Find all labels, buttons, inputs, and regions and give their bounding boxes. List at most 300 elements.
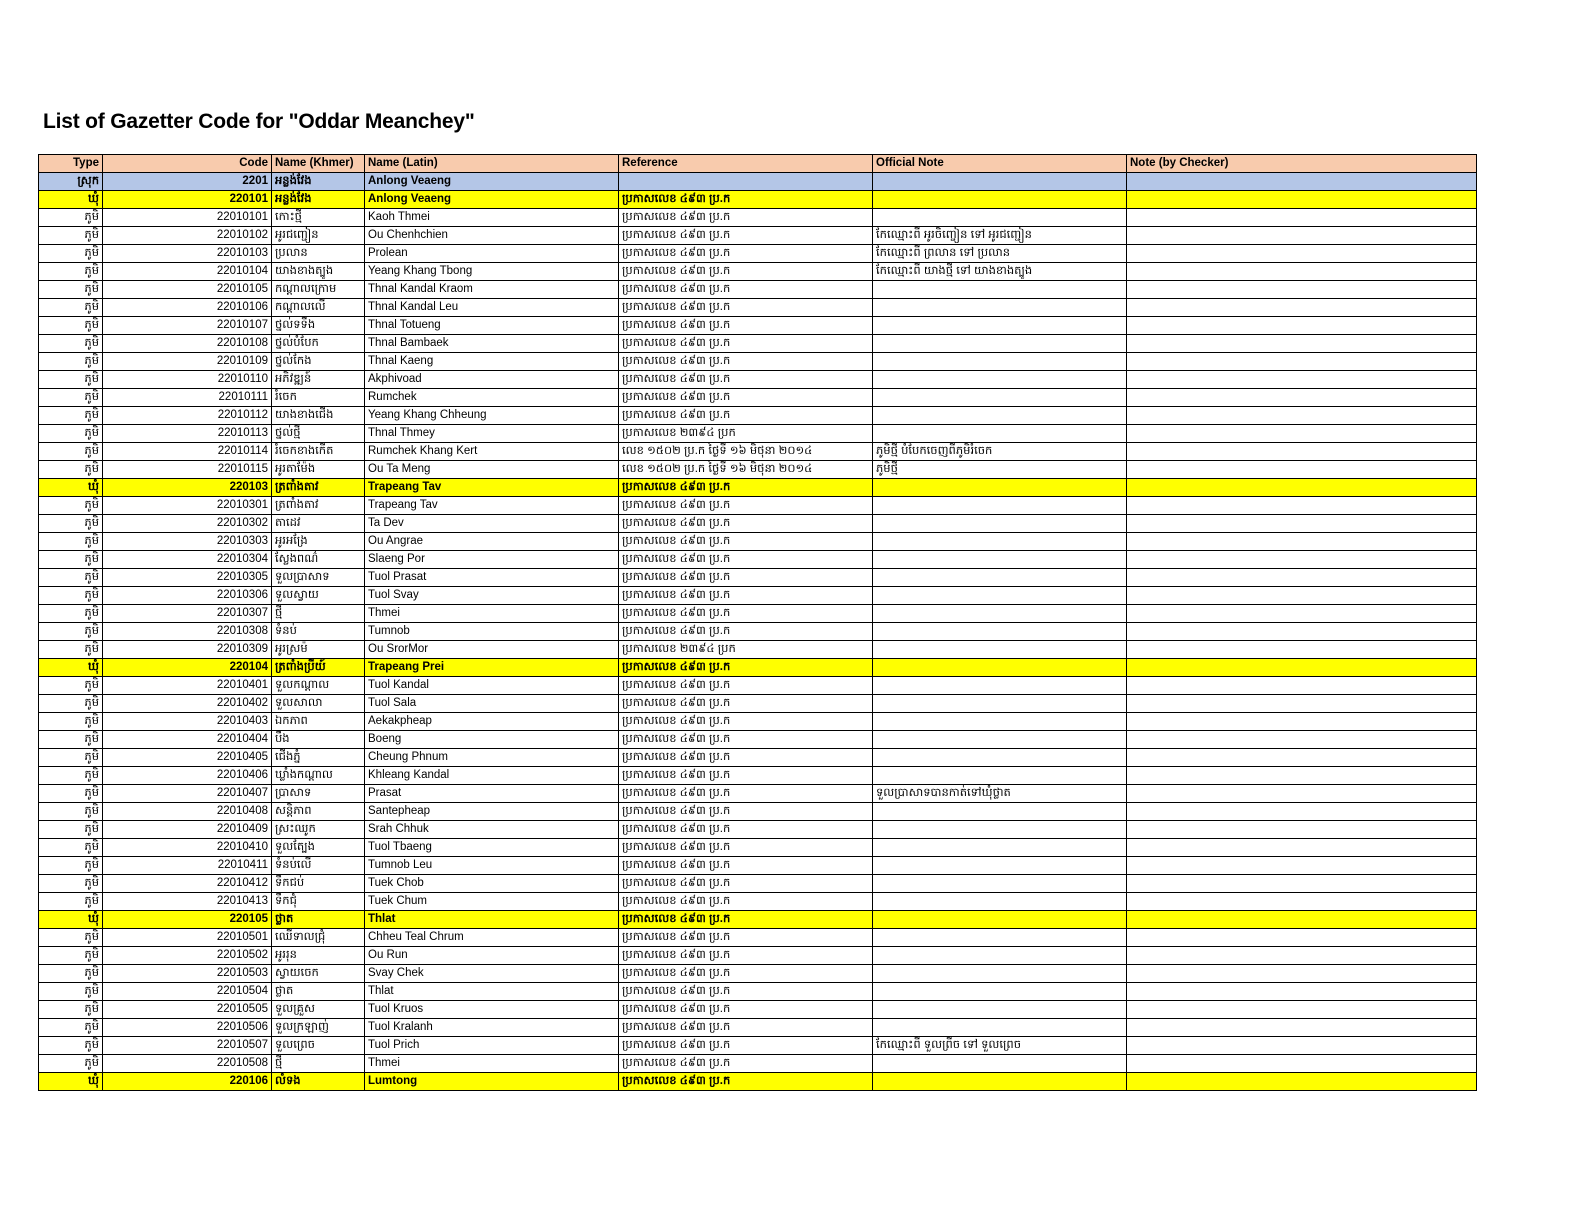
cell-code: 22010115 [103,461,272,479]
cell-checker-note [1127,857,1477,875]
cell-official-note [873,1073,1127,1091]
cell-reference: ប្រកាសលេខ ២៣៩៤ ប្រក [619,641,873,659]
table-row [39,245,1477,263]
table-row [39,1073,1477,1091]
cell-code: 22010407 [103,785,272,803]
cell-type: ភូមិ [39,533,103,551]
cell-checker-note [1127,929,1477,947]
cell-type: ភូមិ [39,389,103,407]
cell-reference: លេខ ១៥០២ ប្រ.ក ថ្ងៃទី ១៦ មិថុនា ២០១៤ [619,443,873,461]
cell-reference: ប្រកាសលេខ ៤៩៣ ប្រ.ក [619,713,873,731]
table-row [39,731,1477,749]
cell-type: ភូមិ [39,407,103,425]
cell-name-latin: Rumchek [365,389,619,407]
cell-checker-note [1127,209,1477,227]
cell-name-khmer: តាដេវ [272,515,365,533]
cell-name-khmer: អភិវឌ្ឍន៍ [272,371,365,389]
cell-reference: ប្រកាសលេខ ៤៩៣ ប្រ.ក [619,857,873,875]
cell-type: ភូមិ [39,641,103,659]
cell-checker-note [1127,713,1477,731]
cell-official-note [873,353,1127,371]
cell-code: 22010402 [103,695,272,713]
cell-official-note [873,335,1127,353]
cell-official-note: ទួលប្រាសាទបានកាត់ទៅឃុំថ្លាត [873,785,1127,803]
cell-checker-note [1127,1019,1477,1037]
table-row [39,515,1477,533]
cell-type: ភូមិ [39,623,103,641]
cell-official-note [873,929,1127,947]
cell-name-khmer: រំចេកខាងកើត [272,443,365,461]
cell-checker-note [1127,335,1477,353]
cell-official-note [873,209,1127,227]
cell-reference: ប្រកាសលេខ ៤៩៣ ប្រ.ក [619,281,873,299]
cell-type: ភូមិ [39,335,103,353]
cell-reference: ប្រកាសលេខ ៤៩៣ ប្រ.ក [619,695,873,713]
cell-official-note [873,659,1127,677]
table-row [39,569,1477,587]
cell-code: 22010308 [103,623,272,641]
cell-name-khmer: ថ្លាត [272,983,365,1001]
table-row [39,263,1477,281]
cell-official-note [873,515,1127,533]
cell-official-note [873,281,1127,299]
cell-code: 22010501 [103,929,272,947]
cell-official-note [873,947,1127,965]
cell-type: ភូមិ [39,1055,103,1073]
table-row [39,875,1477,893]
cell-code: 22010405 [103,749,272,767]
cell-reference: ប្រកាសលេខ ៤៩៣ ប្រ.ក [619,515,873,533]
table-row [39,713,1477,731]
cell-type: ភូមិ [39,947,103,965]
cell-reference: ប្រកាសលេខ ៤៩៣ ប្រ.ក [619,1073,873,1091]
table-row [39,605,1477,623]
cell-name-latin: Anlong Veaeng [365,173,619,191]
cell-name-latin: Tumnob [365,623,619,641]
cell-name-khmer: ថ្លាត [272,911,365,929]
cell-checker-note [1127,965,1477,983]
cell-official-note [873,1001,1127,1019]
cell-reference: ប្រកាសលេខ ៤៩៣ ប្រ.ក [619,605,873,623]
cell-type: ភូមិ [39,461,103,479]
cell-official-note [873,749,1127,767]
cell-name-khmer: ថ្នល់កែង [272,353,365,371]
cell-type: ភូមិ [39,731,103,749]
cell-code: 22010401 [103,677,272,695]
cell-checker-note [1127,803,1477,821]
cell-name-latin: Thlat [365,983,619,1001]
cell-name-latin: Kaoh Thmei [365,209,619,227]
cell-name-khmer: អូររុន [272,947,365,965]
cell-type: ឃុំ [39,191,103,209]
cell-code: 22010103 [103,245,272,263]
cell-checker-note [1127,659,1477,677]
cell-official-note [873,533,1127,551]
cell-reference: ប្រកាសលេខ ៤៩៣ ប្រ.ក [619,263,873,281]
cell-type: ភូមិ [39,965,103,983]
table-row [39,281,1477,299]
cell-checker-note [1127,1037,1477,1055]
cell-name-latin: Tuek Chum [365,893,619,911]
table-row [39,209,1477,227]
cell-checker-note [1127,299,1477,317]
table-row [39,353,1477,371]
cell-reference: ប្រកាសលេខ ២៣៩៤ ប្រក [619,425,873,443]
cell-name-latin: Tuol Sala [365,695,619,713]
cell-checker-note [1127,785,1477,803]
cell-reference: ប្រកាសលេខ ៤៩៣ ប្រ.ក [619,983,873,1001]
table-header [39,155,1477,173]
cell-name-latin: Trapeang Tav [365,479,619,497]
cell-name-latin: Tuol Tbaeng [365,839,619,857]
header-official-note: Official Note [873,155,1127,173]
header-type: Type [39,155,103,173]
table-row [39,1019,1477,1037]
table-row [39,677,1477,695]
cell-code: 22010110 [103,371,272,389]
table-row [39,425,1477,443]
cell-name-khmer: ត្រពាំងតាវ [272,497,365,515]
cell-checker-note [1127,551,1477,569]
cell-official-note [873,911,1127,929]
cell-code: 22010409 [103,821,272,839]
cell-name-khmer: ត្រពាំងតាវ [272,479,365,497]
cell-reference: ប្រកាសលេខ ៤៩៣ ប្រ.ក [619,479,873,497]
cell-name-khmer: ស្លែងពណ៌ [272,551,365,569]
cell-reference: ប្រកាសលេខ ៤៩៣ ប្រ.ក [619,731,873,749]
cell-code: 22010108 [103,335,272,353]
cell-name-khmer: ប្រាសាទ [272,785,365,803]
cell-name-latin: Tuol Kandal [365,677,619,695]
cell-reference: ប្រកាសលេខ ៤៩៣ ប្រ.ក [619,371,873,389]
cell-code: 22010411 [103,857,272,875]
cell-official-note [873,191,1127,209]
cell-checker-note [1127,371,1477,389]
cell-code: 22010503 [103,965,272,983]
table-row [39,407,1477,425]
cell-reference: ប្រកាសលេខ ៤៩៣ ប្រ.ក [619,227,873,245]
cell-official-note [873,857,1127,875]
cell-code: 22010508 [103,1055,272,1073]
cell-official-note: កែឈ្មោះពី ទួលព្រីច ទៅ ទួលព្រេច [873,1037,1127,1055]
cell-name-khmer: ស្រះឈូក [272,821,365,839]
cell-type: ភូមិ [39,443,103,461]
cell-name-khmer: រំចេក [272,389,365,407]
cell-name-khmer: ជើងភ្នំ [272,749,365,767]
cell-code: 220103 [103,479,272,497]
cell-name-latin: Aekakpheap [365,713,619,731]
cell-official-note [873,623,1127,641]
cell-code: 22010105 [103,281,272,299]
cell-reference: ប្រកាសលេខ ៤៩៣ ប្រ.ក [619,785,873,803]
cell-name-khmer: អន្លង់វែង [272,191,365,209]
cell-code: 22010408 [103,803,272,821]
table-row [39,983,1477,1001]
cell-official-note [873,299,1127,317]
cell-checker-note [1127,461,1477,479]
cell-name-latin: Thmei [365,1055,619,1073]
cell-reference: ប្រកាសលេខ ៤៩៣ ប្រ.ក [619,947,873,965]
cell-checker-note [1127,1055,1477,1073]
cell-official-note [873,425,1127,443]
cell-official-note [873,803,1127,821]
cell-code: 22010413 [103,893,272,911]
table-row [39,695,1477,713]
cell-type: ភូមិ [39,425,103,443]
cell-reference: ប្រកាសលេខ ៤៩៣ ប្រ.ក [619,191,873,209]
cell-type: ភូមិ [39,317,103,335]
table-row [39,173,1477,191]
cell-reference: ប្រកាសលេខ ៤៩៣ ប្រ.ក [619,317,873,335]
cell-code: 220101 [103,191,272,209]
cell-checker-note [1127,389,1477,407]
cell-checker-note [1127,677,1477,695]
cell-name-latin: Ou Ta Meng [365,461,619,479]
cell-type: ភូមិ [39,299,103,317]
cell-type: ភូមិ [39,821,103,839]
cell-code: 22010504 [103,983,272,1001]
cell-type: ភូមិ [39,677,103,695]
cell-name-latin: Trapeang Tav [365,497,619,515]
cell-type: ភូមិ [39,857,103,875]
cell-code: 22010104 [103,263,272,281]
cell-checker-note [1127,731,1477,749]
cell-name-khmer: កណ្តាលក្រោម [272,281,365,299]
cell-name-latin: Cheung Phnum [365,749,619,767]
cell-name-latin: Thlat [365,911,619,929]
cell-checker-note [1127,515,1477,533]
cell-checker-note [1127,263,1477,281]
cell-code: 220106 [103,1073,272,1091]
cell-official-note [873,317,1127,335]
cell-reference: ប្រកាសលេខ ៤៩៣ ប្រ.ក [619,1055,873,1073]
cell-reference: ប្រកាសលេខ ៤៩៣ ប្រ.ក [619,659,873,677]
table-row [39,839,1477,857]
cell-checker-note [1127,281,1477,299]
table-row [39,551,1477,569]
cell-official-note [873,965,1127,983]
cell-official-note: កែឈ្មោះពី យាងថ្មី ទៅ យាងខាងត្បូង [873,263,1127,281]
cell-name-khmer: ទួលគ្រួស [272,1001,365,1019]
table-row [39,389,1477,407]
cell-name-latin: Slaeng Por [365,551,619,569]
cell-name-khmer: យាងខាងត្បូង [272,263,365,281]
cell-name-latin: Thnal Kaeng [365,353,619,371]
gazetteer-table [38,154,1477,1091]
cell-official-note [873,605,1127,623]
cell-official-note [873,497,1127,515]
cell-official-note [873,389,1127,407]
cell-name-latin: Tumnob Leu [365,857,619,875]
cell-type: ឃុំ [39,1073,103,1091]
cell-official-note [873,173,1127,191]
cell-official-note [873,407,1127,425]
cell-name-khmer: ទួលប្រាសាទ [272,569,365,587]
cell-code: 220105 [103,911,272,929]
table-row [39,767,1477,785]
cell-name-latin: Tuol Kruos [365,1001,619,1019]
cell-reference: ប្រកាសលេខ ៤៩៣ ប្រ.ក [619,623,873,641]
cell-name-khmer: ទឹកជុំ [272,893,365,911]
cell-name-latin: Boeng [365,731,619,749]
cell-official-note: ភូមិថ្មី បំបែកចេញពីភូមិរំចេក [873,443,1127,461]
cell-checker-note [1127,749,1477,767]
cell-name-khmer: ថ្នល់ទទឹង [272,317,365,335]
cell-name-khmer: ទំនប់ [272,623,365,641]
cell-name-latin: Thnal Kandal Leu [365,299,619,317]
cell-name-khmer: កណ្តាលលើ [272,299,365,317]
cell-name-khmer: ទួលព្រេច [272,1037,365,1055]
cell-official-note [873,641,1127,659]
cell-name-khmer: លំទង [272,1073,365,1091]
cell-reference: ប្រកាសលេខ ៤៩៣ ប្រ.ក [619,911,873,929]
cell-reference: ប្រកាសលេខ ៤៩៣ ប្រ.ក [619,803,873,821]
cell-checker-note [1127,893,1477,911]
cell-reference: ប្រកាសលេខ ៤៩៣ ប្រ.ក [619,767,873,785]
cell-name-khmer: អន្លង់វែង [272,173,365,191]
cell-name-khmer: ទួលត្បែង [272,839,365,857]
cell-official-note [873,983,1127,1001]
cell-checker-note [1127,443,1477,461]
cell-code: 22010403 [103,713,272,731]
cell-checker-note [1127,479,1477,497]
table-row [39,533,1477,551]
cell-code: 22010112 [103,407,272,425]
cell-type: ភូមិ [39,893,103,911]
cell-code: 22010507 [103,1037,272,1055]
cell-official-note [873,893,1127,911]
cell-name-khmer: ទួលសាលា [272,695,365,713]
cell-checker-note [1127,641,1477,659]
cell-type: ភូមិ [39,371,103,389]
cell-checker-note [1127,1073,1477,1091]
cell-official-note [873,1019,1127,1037]
table-row [39,461,1477,479]
cell-reference: ប្រកាសលេខ ៤៩៣ ប្រ.ក [619,821,873,839]
cell-name-khmer: អូរស្រម៉ [272,641,365,659]
cell-code: 22010102 [103,227,272,245]
cell-name-latin: Santepheap [365,803,619,821]
cell-type: ភូមិ [39,749,103,767]
cell-checker-note [1127,875,1477,893]
cell-code: 22010406 [103,767,272,785]
cell-reference: ប្រកាសលេខ ៤៩៣ ប្រ.ក [619,389,873,407]
cell-reference: ប្រកាសលេខ ៤៩៣ ប្រ.ក [619,533,873,551]
cell-code: 22010502 [103,947,272,965]
cell-name-latin: Ou Chenhchien [365,227,619,245]
cell-name-khmer: យាងខាងជើង [272,407,365,425]
cell-reference [619,173,873,191]
table-row [39,191,1477,209]
cell-official-note: កែឈ្មោះពី អូរចិញ្ចៀន ទៅ អូរជញ្ជៀន [873,227,1127,245]
cell-code: 22010307 [103,605,272,623]
table-row [39,443,1477,461]
table-row [39,821,1477,839]
cell-name-khmer: ថ្មី [272,1055,365,1073]
cell-type: ភូមិ [39,1019,103,1037]
cell-reference: ប្រកាសលេខ ៤៩៣ ប្រ.ក [619,893,873,911]
cell-code: 220104 [103,659,272,677]
table-row [39,893,1477,911]
cell-name-khmer: ទឹកជប់ [272,875,365,893]
cell-official-note [873,371,1127,389]
cell-name-latin: Thnal Kandal Kraom [365,281,619,299]
header-reference: Reference [619,155,873,173]
cell-name-khmer: ឈើទាលជ្រុំ [272,929,365,947]
cell-official-note [873,677,1127,695]
cell-type: ភូមិ [39,263,103,281]
cell-type: ភូមិ [39,551,103,569]
cell-checker-note [1127,821,1477,839]
table-row [39,479,1477,497]
cell-type: ភូមិ [39,1001,103,1019]
cell-type: ភូមិ [39,875,103,893]
cell-official-note [873,551,1127,569]
cell-code: 22010303 [103,533,272,551]
cell-name-latin: Prolean [365,245,619,263]
cell-reference: ប្រកាសលេខ ៤៩៣ ប្រ.ក [619,209,873,227]
cell-reference: ប្រកាសលេខ ៤៩៣ ប្រ.ក [619,965,873,983]
cell-name-latin: Ou SrorMor [365,641,619,659]
table-row [39,911,1477,929]
cell-checker-note [1127,533,1477,551]
cell-name-khmer: ប្រលាន [272,245,365,263]
table-row [39,929,1477,947]
cell-checker-note [1127,227,1477,245]
cell-checker-note [1127,839,1477,857]
cell-official-note [873,731,1127,749]
cell-name-latin: Khleang Kandal [365,767,619,785]
cell-name-khmer: ទួលកណ្តាល [272,677,365,695]
cell-reference: ប្រកាសលេខ ៤៩៣ ប្រ.ក [619,875,873,893]
cell-code: 22010306 [103,587,272,605]
cell-checker-note [1127,173,1477,191]
cell-checker-note [1127,569,1477,587]
cell-name-khmer: ឃ្លាំងកណ្តាល [272,767,365,785]
cell-type: ភូមិ [39,587,103,605]
cell-name-khmer: បឹង [272,731,365,749]
cell-name-latin: Thnal Thmey [365,425,619,443]
cell-name-latin: Rumchek Khang Kert [365,443,619,461]
cell-official-note [873,479,1127,497]
cell-reference: ប្រកាសលេខ ៤៩៣ ប្រ.ក [619,839,873,857]
cell-official-note [873,1055,1127,1073]
cell-name-latin: Tuol Svay [365,587,619,605]
cell-checker-note [1127,317,1477,335]
cell-name-latin: Chheu Teal Chrum [365,929,619,947]
cell-code: 22010113 [103,425,272,443]
cell-official-note [873,569,1127,587]
cell-name-latin: Yeang Khang Tbong [365,263,619,281]
cell-type: ភូមិ [39,713,103,731]
cell-type: ភូមិ [39,227,103,245]
cell-name-latin: Yeang Khang Chheung [365,407,619,425]
table-row [39,1037,1477,1055]
cell-name-khmer: ថ្មី [272,605,365,623]
table-row [39,659,1477,677]
cell-code: 22010305 [103,569,272,587]
table-row [39,1055,1477,1073]
cell-type: ភូមិ [39,245,103,263]
cell-name-latin: Ta Dev [365,515,619,533]
cell-reference: ប្រកាសលេខ ៤៩៣ ប្រ.ក [619,1001,873,1019]
header-code: Code [103,155,272,173]
cell-checker-note [1127,407,1477,425]
cell-type: ភូមិ [39,929,103,947]
table-row [39,497,1477,515]
cell-reference: ប្រកាសលេខ ៤៩៣ ប្រ.ក [619,407,873,425]
cell-code: 22010505 [103,1001,272,1019]
